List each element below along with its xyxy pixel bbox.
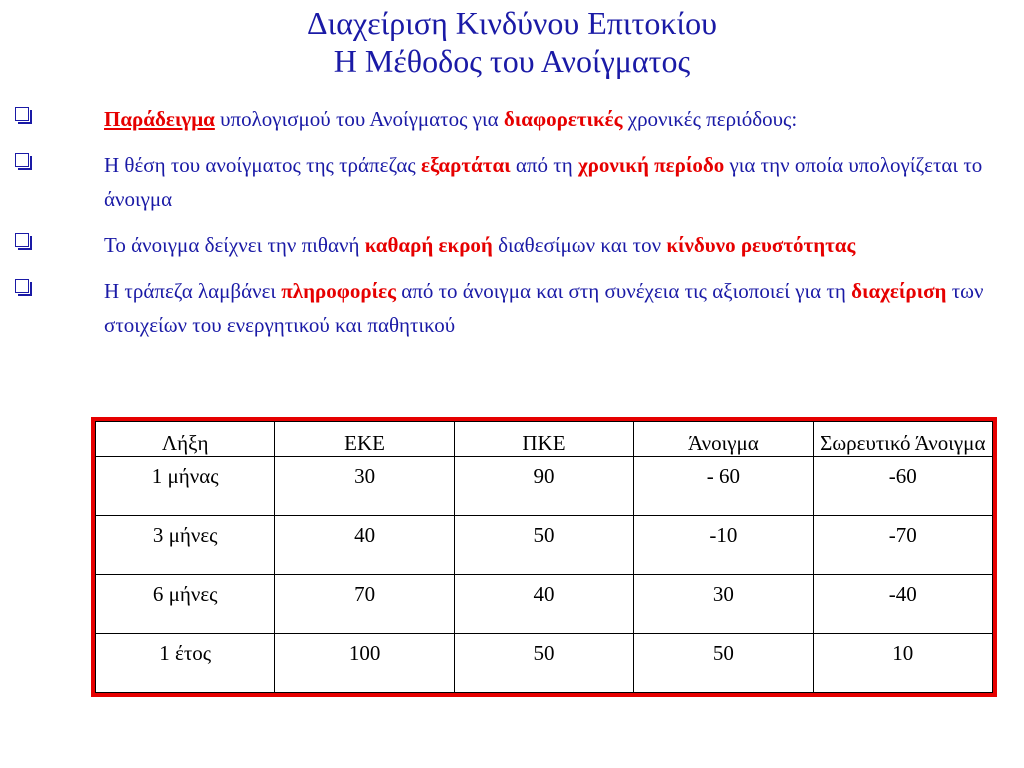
- bullet-text-segment: των στοιχείων του ενεργητικού και παθητικού: [104, 279, 984, 337]
- table-cell: 3 μήνες: [96, 516, 275, 575]
- table-cell: 90: [454, 457, 633, 516]
- checkbox-bullet-icon: [14, 233, 32, 251]
- table-body: [96, 457, 993, 693]
- bullet-text: [104, 274, 1000, 342]
- table-cell: -10: [634, 516, 813, 575]
- table-cell: 50: [454, 634, 633, 693]
- bullet-list: [14, 102, 1014, 354]
- bullet-item: [14, 228, 1014, 262]
- column-header: Λήξη: [96, 422, 275, 457]
- column-header: Σωρευτικό Άνοιγμα: [813, 422, 992, 457]
- bullet-text-segment: από το άνοιγμα και στη συνέχεια τις αξιοποιεί για τη: [395, 279, 852, 303]
- table-header-row: [96, 422, 993, 457]
- highlighted-term: διαφορετικές: [503, 107, 623, 131]
- checkbox-bullet-icon: [14, 279, 32, 297]
- highlighted-term: Παράδειγμα: [104, 107, 215, 131]
- gap-table-frame: [91, 417, 997, 697]
- highlighted-term: κίνδυνο ρευστότητας: [666, 233, 856, 257]
- table-row: [96, 634, 993, 693]
- slide-title: [0, 4, 1024, 80]
- column-header: Άνοιγμα: [634, 422, 813, 457]
- bullet-text-segment: από τη: [510, 153, 578, 177]
- table-cell: 50: [454, 516, 633, 575]
- checkbox-bullet-icon: [14, 153, 32, 171]
- table-cell: 40: [275, 516, 454, 575]
- table-cell: 50: [634, 634, 813, 693]
- table-cell: 1 έτος: [96, 634, 275, 693]
- gap-table: [95, 421, 993, 693]
- table-cell: 10: [813, 634, 992, 693]
- table-cell: 100: [275, 634, 454, 693]
- highlighted-term: πληροφορίες: [281, 279, 396, 303]
- table-cell: -40: [813, 575, 992, 634]
- bullet-text-segment: Η θέση του ανοίγματος της τράπεζας: [104, 153, 421, 177]
- table-cell: 1 μήνας: [96, 457, 275, 516]
- highlighted-term: εξαρτάται: [420, 153, 511, 177]
- highlighted-term: καθαρή εκροή: [364, 233, 493, 257]
- table-cell: 6 μήνες: [96, 575, 275, 634]
- table-row: [96, 516, 993, 575]
- bullet-text-segment: διαθεσίμων και τον: [492, 233, 667, 257]
- column-header: ΕΚΕ: [275, 422, 454, 457]
- title-line-2: Η Μέθοδος του Ανοίγματος: [333, 43, 691, 79]
- table-cell: -60: [813, 457, 992, 516]
- table-cell: - 60: [634, 457, 813, 516]
- column-header: ΠΚΕ: [454, 422, 633, 457]
- bullet-item: [14, 274, 1014, 342]
- bullet-text: [104, 148, 1000, 216]
- bullet-text-segment: για την οποία υπολογίζεται το άνοιγμα: [104, 153, 983, 211]
- table-cell: 30: [275, 457, 454, 516]
- bullet-text-segment: Το άνοιγμα δείχνει την πιθανή: [104, 233, 365, 257]
- bullet-item: [14, 148, 1014, 216]
- table-row: [96, 575, 993, 634]
- table-cell: 30: [634, 575, 813, 634]
- bullet-text: [104, 228, 1000, 262]
- bullet-text-segment: Η τράπεζα λαμβάνει: [104, 279, 282, 303]
- bullet-item: [14, 102, 1014, 136]
- bullet-text-segment: υπολογισμού του Ανοίγματος για: [214, 107, 504, 131]
- table-row: [96, 457, 993, 516]
- bullet-text: [104, 102, 1000, 136]
- table-cell: -70: [813, 516, 992, 575]
- table-cell: 40: [454, 575, 633, 634]
- bullet-text-segment: χρονικές περιόδους:: [622, 107, 798, 131]
- highlighted-term: διαχείριση: [851, 279, 947, 303]
- checkbox-bullet-icon: [14, 107, 32, 125]
- table-cell: 70: [275, 575, 454, 634]
- highlighted-term: χρονική περίοδο: [577, 153, 725, 177]
- title-line-1: Διαχείριση Κινδύνου Επιτοκίου: [307, 5, 717, 41]
